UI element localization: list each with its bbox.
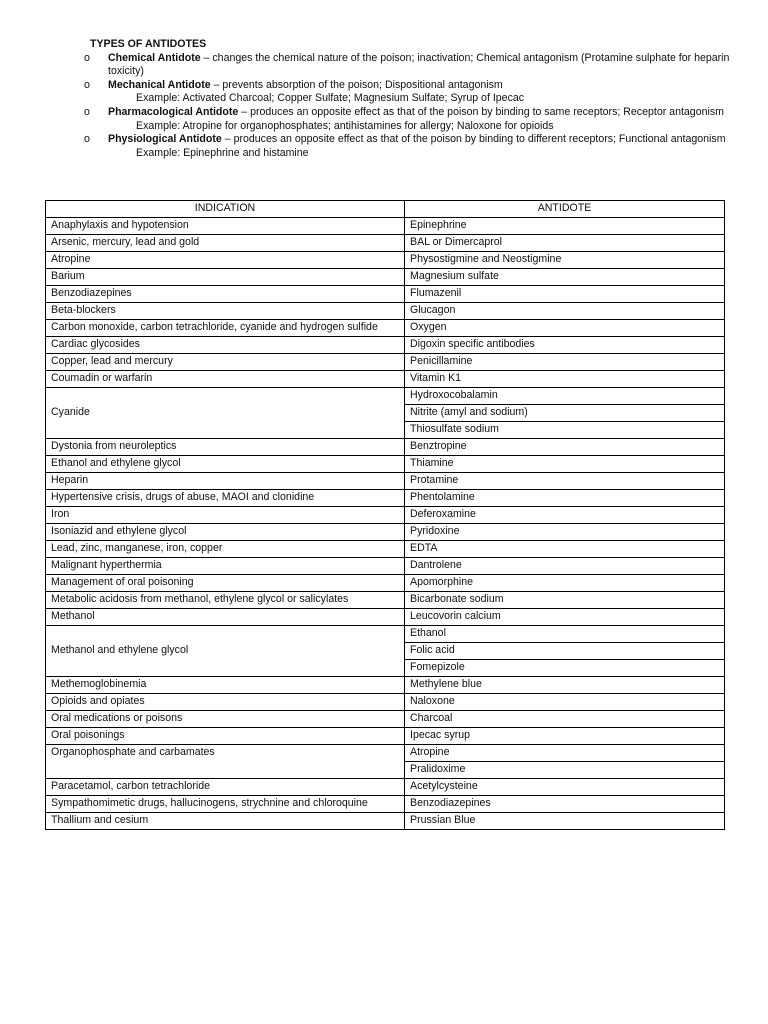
antidote-cell: Charcoal: [405, 711, 725, 728]
indication-cell: Thallium and cesium: [46, 813, 405, 830]
antidote-type-item: [84, 79, 734, 106]
table-row: [46, 354, 725, 371]
antidote-table: [45, 200, 725, 830]
antidote-cell: Benztropine: [405, 439, 725, 456]
antidote-cell: Prussian Blue: [405, 813, 725, 830]
indication-cell: Methemoglobinemia: [46, 677, 405, 694]
antidote-cell: Thiosulfate sodium: [405, 422, 725, 439]
bullet-marker: o: [84, 51, 90, 64]
indication-cell: Carbon monoxide, carbon tetrachloride, cyanide and hydrogen sulfide: [46, 320, 405, 337]
antidote-types-section: [84, 38, 734, 160]
table-row: [46, 303, 725, 320]
indication-cell: Barium: [46, 269, 405, 286]
table-row: [46, 626, 725, 643]
indication-cell: Opioids and opiates: [46, 694, 405, 711]
table-row: [46, 796, 725, 813]
table-row: [46, 507, 725, 524]
section-title: TYPES OF ANTIDOTES: [90, 38, 207, 50]
indication-cell: Isoniazid and ethylene glycol: [46, 524, 405, 541]
antidote-cell: Acetylcysteine: [405, 779, 725, 796]
table-row: [46, 677, 725, 694]
indication-cell: Metabolic acidosis from methanol, ethylene glycol or salicylates: [46, 592, 405, 609]
antidote-cell: Fomepizole: [405, 660, 725, 677]
antidote-type-example: Example: Atropine for organophosphates; antihistamines for allergy; Naloxone for opioids: [136, 119, 554, 132]
table-row: [46, 609, 725, 626]
indication-cell: Methanol and ethylene glycol: [46, 626, 405, 677]
table-row: [46, 813, 725, 830]
antidote-cell: Dantrolene: [405, 558, 725, 575]
table-row: [46, 286, 725, 303]
table-row: [46, 235, 725, 252]
indication-cell: Hypertensive crisis, drugs of abuse, MAOI and clonidine: [46, 490, 405, 507]
indication-cell: Heparin: [46, 473, 405, 490]
antidote-cell: Pralidoxime: [405, 762, 725, 779]
antidote-type-item: [84, 52, 734, 79]
table-row: [46, 473, 725, 490]
antidote-cell: Ipecac syrup: [405, 728, 725, 745]
indication-cell: Atropine: [46, 252, 405, 269]
antidote-type-item: [84, 106, 734, 133]
antidote-type-name: Chemical Antidote: [108, 51, 201, 64]
indication-cell: Oral poisonings: [46, 728, 405, 745]
indication-cell: Arsenic, mercury, lead and gold: [46, 235, 405, 252]
table-header-row: [46, 201, 725, 218]
table-row: [46, 269, 725, 286]
table-row: [46, 490, 725, 507]
indication-cell: Iron: [46, 507, 405, 524]
antidote-types-list: [84, 52, 734, 161]
table-row: [46, 320, 725, 337]
antidote-cell: Oxygen: [405, 320, 725, 337]
indication-cell: Copper, lead and mercury: [46, 354, 405, 371]
antidote-cell: Penicillamine: [405, 354, 725, 371]
antidote-cell: Benzodiazepines: [405, 796, 725, 813]
antidote-column-header: ANTIDOTE: [405, 201, 725, 218]
antidote-type-body: [108, 79, 734, 106]
antidote-cell: Protamine: [405, 473, 725, 490]
antidote-cell: Apomorphine: [405, 575, 725, 592]
table-row: [46, 388, 725, 405]
antidote-cell: Ethanol: [405, 626, 725, 643]
indication-cell: Management of oral poisoning: [46, 575, 405, 592]
antidote-type-body: [108, 106, 734, 133]
indication-column-header: INDICATION: [46, 201, 405, 218]
antidote-cell: Glucagon: [405, 303, 725, 320]
antidote-type-name: Pharmacological Antidote: [108, 105, 239, 118]
antidote-type-description: – prevents absorption of the poison; Dispositional antagonism: [210, 78, 503, 91]
antidote-type-body: [108, 52, 734, 79]
table-row: [46, 694, 725, 711]
indication-cell: Anaphylaxis and hypotension: [46, 218, 405, 235]
table-row: [46, 439, 725, 456]
antidote-cell: Thiamine: [405, 456, 725, 473]
indication-cell: Sympathomimetic drugs, hallucinogens, strychnine and chloroquine: [46, 796, 405, 813]
antidote-type-item: [84, 133, 734, 160]
table-body: [46, 218, 725, 830]
antidote-cell: Hydroxocobalamin: [405, 388, 725, 405]
antidote-cell: Phentolamine: [405, 490, 725, 507]
table-row: [46, 728, 725, 745]
antidote-cell: Bicarbonate sodium: [405, 592, 725, 609]
antidote-type-description: – produces an opposite effect as that of the poison by binding to same receptors; Receptor antagonism: [238, 105, 724, 118]
antidote-cell: EDTA: [405, 541, 725, 558]
antidote-type-name: Mechanical Antidote: [108, 78, 211, 91]
antidote-type-description: – changes the chemical nature of the poison; inactivation; Chemical antagonism (Protamine sulphate for heparin toxicity): [108, 51, 730, 78]
table-row: [46, 524, 725, 541]
antidote-cell: Vitamin K1: [405, 371, 725, 388]
table-header: [46, 201, 725, 218]
antidote-cell: Leucovorin calcium: [405, 609, 725, 626]
indication-cell: Dystonia from neuroleptics: [46, 439, 405, 456]
antidote-cell: Methylene blue: [405, 677, 725, 694]
table-row: [46, 558, 725, 575]
antidote-cell: BAL or Dimercaprol: [405, 235, 725, 252]
table-row: [46, 456, 725, 473]
table-row: [46, 371, 725, 388]
indication-cell: Paracetamol, carbon tetrachloride: [46, 779, 405, 796]
antidote-cell: Folic acid: [405, 643, 725, 660]
table-row: [46, 218, 725, 235]
table-row: [46, 779, 725, 796]
antidote-type-description: – produces an opposite effect as that of the poison by binding to different receptors; Functional antagonism: [221, 133, 726, 146]
indication-cell: Organophosphate and carbamates: [46, 745, 405, 779]
bullet-marker: o: [84, 105, 90, 118]
table-row: [46, 252, 725, 269]
table-row: [46, 592, 725, 609]
antidote-type-example: Example: Activated Charcoal; Copper Sulfate; Magnesium Sulfate; Syrup of Ipecac: [136, 92, 525, 105]
antidote-type-example: Example: Epinephrine and histamine: [136, 146, 309, 159]
antidote-cell: Naloxone: [405, 694, 725, 711]
antidote-cell: Deferoxamine: [405, 507, 725, 524]
indication-cell: Cardiac glycosides: [46, 337, 405, 354]
antidote-type-name: Physiological Antidote: [108, 133, 222, 146]
table-row: [46, 541, 725, 558]
indication-cell: Malignant hyperthermia: [46, 558, 405, 575]
table-row: [46, 745, 725, 762]
antidote-cell: Atropine: [405, 745, 725, 762]
table-row: [46, 337, 725, 354]
indication-cell: Oral medications or poisons: [46, 711, 405, 728]
bullet-marker: o: [84, 78, 90, 91]
table-row: [46, 575, 725, 592]
antidote-cell: Epinephrine: [405, 218, 725, 235]
indication-cell: Benzodiazepines: [46, 286, 405, 303]
antidote-cell: Flumazenil: [405, 286, 725, 303]
indication-cell: Ethanol and ethylene glycol: [46, 456, 405, 473]
bullet-marker: o: [84, 133, 90, 146]
antidote-cell: Magnesium sulfate: [405, 269, 725, 286]
antidote-cell: Physostigmine and Neostigmine: [405, 252, 725, 269]
indication-cell: Beta-blockers: [46, 303, 405, 320]
table-row: [46, 711, 725, 728]
antidote-type-body: [108, 133, 734, 160]
indication-cell: Coumadin or warfarin: [46, 371, 405, 388]
antidote-cell: Pyridoxine: [405, 524, 725, 541]
indication-cell: Lead, zinc, manganese, iron, copper: [46, 541, 405, 558]
indication-cell: Methanol: [46, 609, 405, 626]
indication-cell: Cyanide: [46, 388, 405, 439]
antidote-cell: Digoxin specific antibodies: [405, 337, 725, 354]
antidote-cell: Nitrite (amyl and sodium): [405, 405, 725, 422]
